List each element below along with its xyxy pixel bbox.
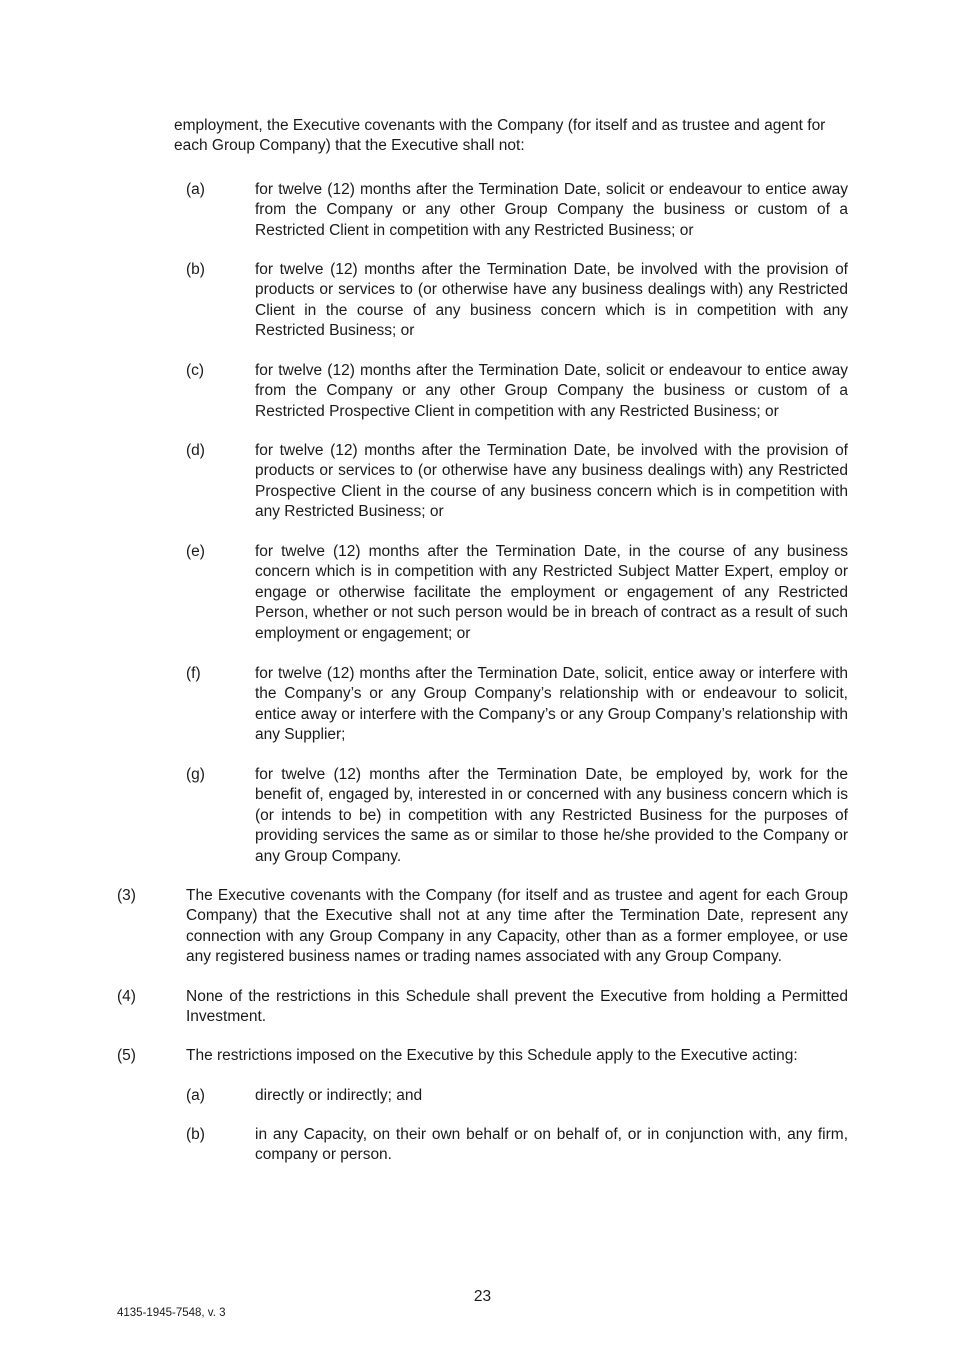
list-item-a bbox=[0, 180, 965, 241]
document-reference: 4135-1945-7548, v. 3 bbox=[117, 1307, 226, 1319]
intro-paragraph: employment, the Executive covenants with the Company (for itself and as trustee and agent for each Group Company) that the Executive shall not: bbox=[174, 117, 826, 155]
paragraph-number: (3) bbox=[117, 887, 136, 904]
list-item-label: (a) bbox=[186, 181, 205, 198]
list-item-text: for twelve (12) months after the Termination Date, solicit or endeavour to entice away from the Company or any other Group Company the business or custom of a Restricted Prospective Client in competition with any Restricted Business; or bbox=[255, 362, 848, 420]
list-item-b bbox=[0, 260, 965, 342]
list-item-label: (a) bbox=[186, 1087, 205, 1104]
list-item-e bbox=[0, 542, 965, 644]
list-item-label: (f) bbox=[186, 665, 201, 682]
list-item-text: for twelve (12) months after the Termination Date, be involved with the provision of products or services to (or otherwise have any business dealings with) any Restricted Prospective Client in the course of any business concern which is in competition with any Restricted Business; or bbox=[255, 442, 848, 521]
list-item-text: for twelve (12) months after the Termination Date, solicit, entice away or interfere with the Company’s or any Group Company’s relationship with or endeavour to solicit, entice away or interfere with the Company’s or any Group Company’s relationship with any Supplier; bbox=[255, 665, 848, 744]
list-item-f bbox=[0, 664, 965, 746]
list-item-label: (b) bbox=[186, 1126, 205, 1143]
list-item-text: in any Capacity, on their own behalf or on behalf of, or in conjunction with, any firm, company or person. bbox=[255, 1126, 848, 1164]
list-item-g bbox=[0, 765, 965, 867]
list-item-text: for twelve (12) months after the Termination Date, in the course of any business concern which is in competition with any Restricted Subject Matter Expert, employ or engage or otherwise facilitate the employment or engagement of any Restricted Person, whether or not such person would be in breach of contract as a result of such employment or engagement; or bbox=[255, 543, 848, 642]
paragraph-text: None of the restrictions in this Schedule shall prevent the Executive from holding a Permitted Investment. bbox=[186, 988, 848, 1026]
page-number: 23 bbox=[473, 1288, 492, 1305]
list-item-text: for twelve (12) months after the Termination Date, be employed by, work for the benefit of, engaged by, interested in or concerned with any business concern which is (or intends to be) in competition with any Restricted Business for the purposes of providing services the same as or similar to those he/she provided to the Company or any Group Company. bbox=[255, 766, 848, 865]
list-item-label: (e) bbox=[186, 543, 205, 560]
paragraph-4 bbox=[0, 987, 965, 1028]
list-item-label: (d) bbox=[186, 442, 205, 459]
paragraph-text: The Executive covenants with the Company (for itself and as trustee and agent for each Group Company) that the Executive shall not at any time after the Termination Date, represent any connection with any Group Company in any Capacity, other than as a former employee, or use any registered business names or trading names associated with any Group Company. bbox=[186, 887, 848, 966]
list-item-text: directly or indirectly; and bbox=[255, 1087, 423, 1104]
paragraph-3 bbox=[0, 886, 965, 968]
paragraph-text: The restrictions imposed on the Executive by this Schedule apply to the Executive acting: bbox=[186, 1047, 798, 1064]
paragraph-number: (4) bbox=[117, 988, 136, 1005]
list-item-text: for twelve (12) months after the Termination Date, solicit or endeavour to entice away from the Company or any other Group Company the business or custom of a Restricted Client in competition with any Restricted Business; or bbox=[255, 181, 848, 239]
paragraph-5 bbox=[0, 1046, 965, 1066]
list-item-label: (g) bbox=[186, 766, 205, 783]
list-item-text: for twelve (12) months after the Termination Date, be involved with the provision of products or services to (or otherwise have any business dealings with) any Restricted Client in the course of any business concern which is in competition with any Restricted Business; or bbox=[255, 261, 848, 340]
list-item-a bbox=[0, 1086, 965, 1106]
list-item-c bbox=[0, 361, 965, 422]
list-item-d bbox=[0, 441, 965, 523]
list-item-b bbox=[0, 1125, 965, 1166]
list-item-label: (c) bbox=[186, 362, 205, 379]
list-item-label: (b) bbox=[186, 261, 205, 278]
paragraph-number: (5) bbox=[117, 1047, 136, 1064]
